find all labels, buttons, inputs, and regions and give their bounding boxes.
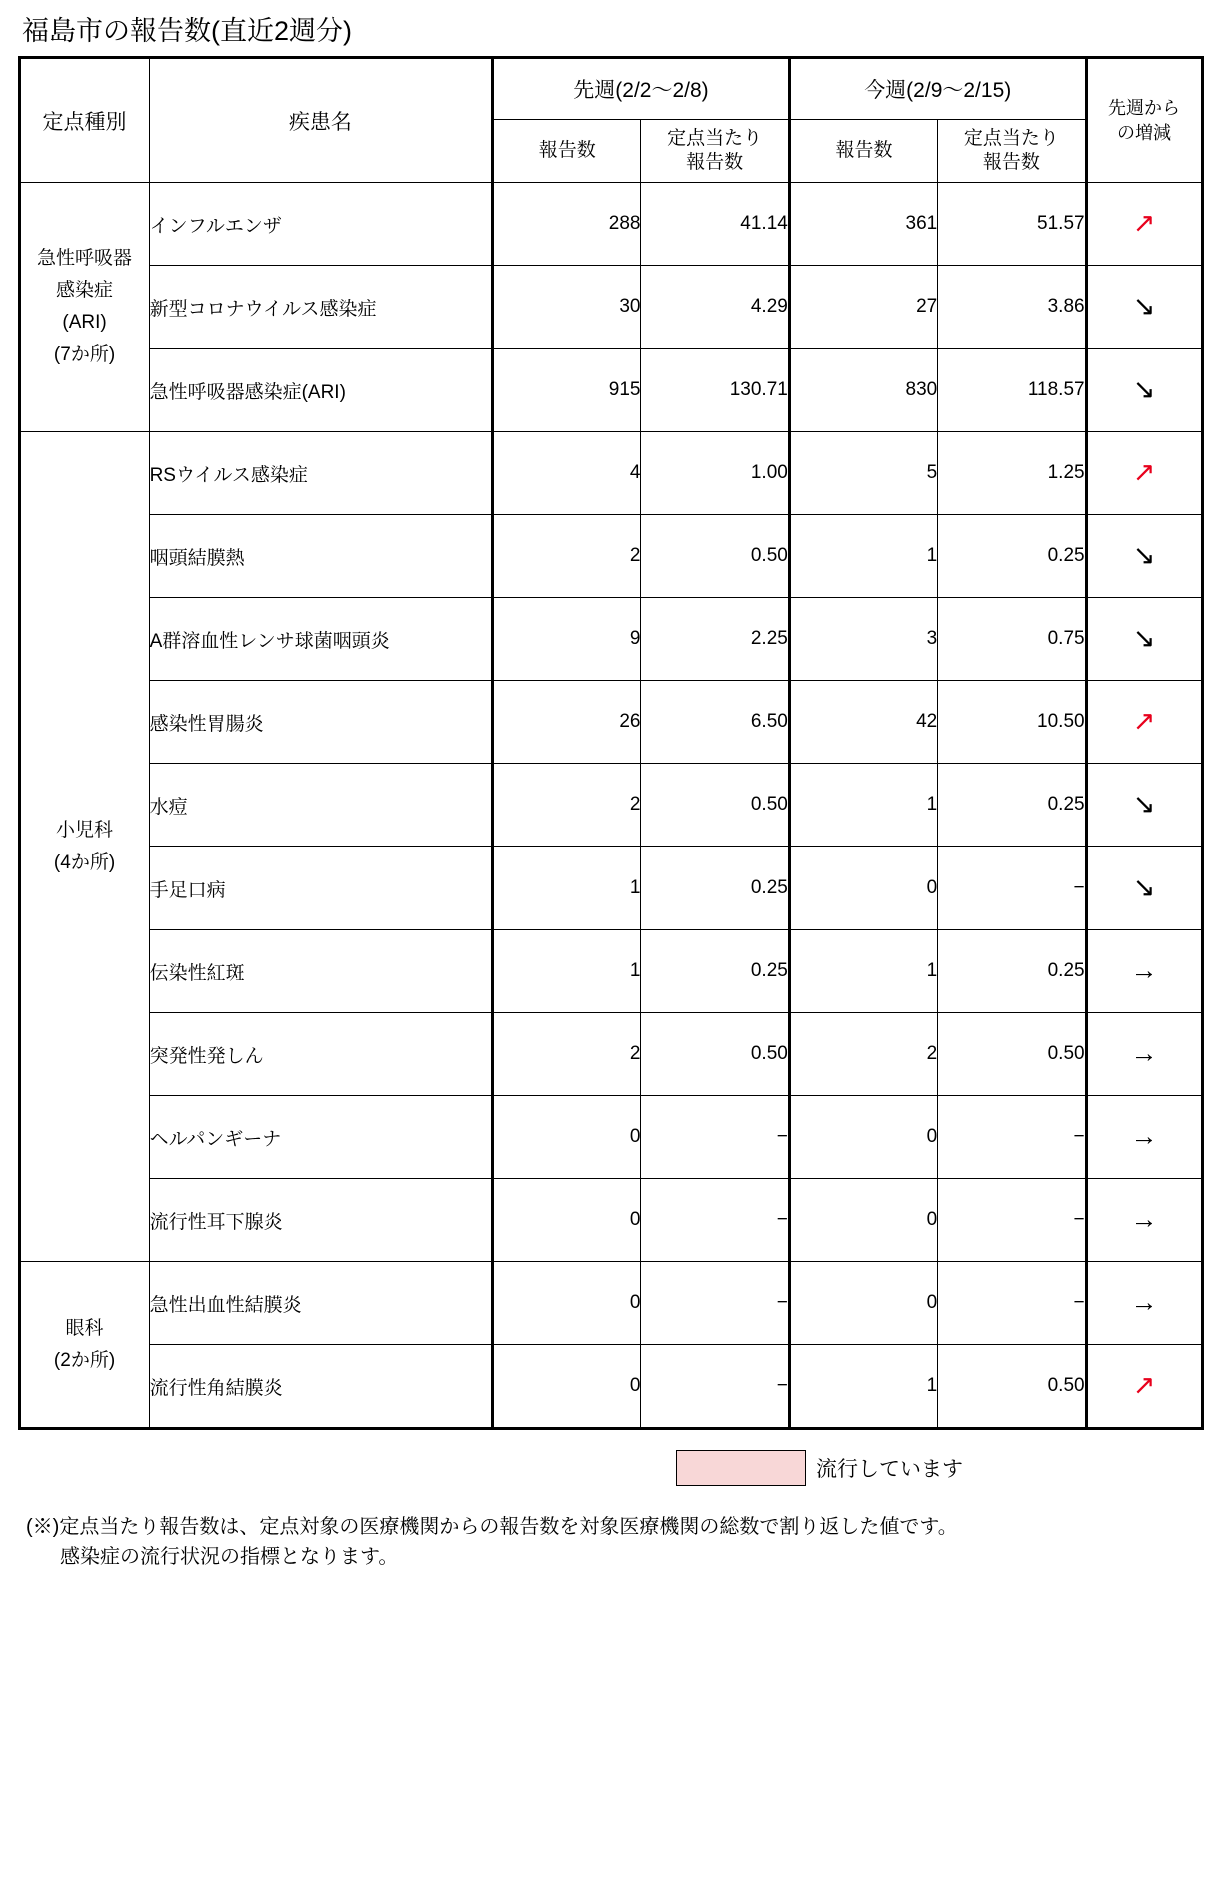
legend-swatch [676,1450,806,1486]
kind-line: 感染症 [56,280,114,301]
header-this-reports: 報告数 [789,120,937,183]
header-last-week: 先週(2/2〜2/8) [493,58,790,120]
last-week-rate: 4.29 [641,266,789,349]
disease-name-cell: 急性出血性結膜炎 [149,1262,493,1345]
trend-up-icon: ↗ [1132,706,1156,736]
last-week-rate: 130.71 [641,349,789,432]
disease-name-cell: 伝染性紅斑 [149,930,493,1013]
this-week-rate: 0.25 [938,515,1086,598]
trend-down-icon: ↘ [1132,374,1156,404]
this-week-reports: 1 [789,930,937,1013]
last-week-rate: 41.14 [641,183,789,266]
legend-label: 流行しています [816,1458,963,1481]
disease-name-cell: 手足口病 [149,847,493,930]
last-week-rate: 0.50 [641,764,789,847]
last-week-reports: 9 [493,598,641,681]
trend-cell [1086,266,1202,349]
last-week-rate: 1.00 [641,432,789,515]
kind-line: (4か所) [53,851,116,873]
header-kind: 定点種別 [19,58,149,183]
trend-flat-icon: → [1130,1204,1158,1234]
header-this-rate-line2: 報告数 [982,152,1040,173]
last-week-rate: 2.25 [641,598,789,681]
table-row [19,1262,1202,1345]
disease-name-cell: 新型コロナウイルス感染症 [149,266,493,349]
last-week-rate: − [641,1345,789,1429]
this-week-reports: 5 [789,432,937,515]
table-row [19,1179,1202,1262]
this-week-rate: 118.57 [938,349,1086,432]
this-week-rate: 10.50 [938,681,1086,764]
trend-up-icon: ↗ [1132,208,1156,238]
this-week-reports: 1 [789,515,937,598]
trend-flat-icon: → [1130,955,1158,985]
disease-name-cell: 咽頭結膜熱 [149,515,493,598]
legend [14,1450,1207,1486]
this-week-rate: 0.25 [938,764,1086,847]
row-kind-cell [19,432,149,1262]
this-week-rate: 0.50 [938,1345,1086,1429]
header-trend-line2: の増減 [1117,122,1172,143]
this-week-reports: 0 [789,1262,937,1345]
last-week-reports: 1 [493,930,641,1013]
page-title: 福島市の報告数(直近2週分) [22,16,352,46]
this-week-rate: − [938,847,1086,930]
disease-name-cell: 流行性耳下腺炎 [149,1179,493,1262]
header-trend-line1: 先週から [1108,97,1181,118]
disease-name-cell: A群溶血性レンサ球菌咽頭炎 [149,598,493,681]
trend-cell [1086,183,1202,266]
table-row [19,1096,1202,1179]
trend-cell [1086,1013,1202,1096]
header-this-week: 今週(2/9〜2/15) [789,58,1086,120]
kind-line: (ARI) [62,312,107,333]
trend-cell [1086,1096,1202,1179]
last-week-reports: 288 [493,183,641,266]
this-week-reports: 361 [789,183,937,266]
last-week-rate: − [641,1179,789,1262]
kind-line: (2か所) [53,1349,116,1371]
last-week-rate: 0.50 [641,515,789,598]
kind-line: 眼科 [65,1317,104,1339]
this-week-rate: 1.25 [938,432,1086,515]
last-week-reports: 2 [493,515,641,598]
trend-down-icon: ↘ [1132,540,1156,570]
disease-name-cell: ヘルパンギーナ [149,1096,493,1179]
last-week-reports: 1 [493,847,641,930]
table-header [19,58,1202,183]
table-body [19,183,1202,1429]
trend-cell [1086,598,1202,681]
trend-down-icon: ↘ [1132,623,1156,653]
header-this-rate-line1: 定点当たり [963,128,1059,149]
table-row [19,266,1202,349]
this-week-reports: 1 [789,1345,937,1429]
trend-cell [1086,764,1202,847]
this-week-reports: 3 [789,598,937,681]
table-row [19,764,1202,847]
trend-down-icon: ↘ [1132,872,1156,902]
last-week-rate: 0.50 [641,1013,789,1096]
row-kind-cell [19,183,149,432]
disease-name-cell: RSウイルス感染症 [149,432,493,515]
footnote [26,1512,1207,1572]
this-week-reports: 0 [789,1179,937,1262]
last-week-reports: 0 [493,1179,641,1262]
this-week-rate: − [938,1262,1086,1345]
kind-line: 急性呼吸器 [37,248,133,269]
trend-down-icon: ↘ [1132,291,1156,321]
footnote-line2: 感染症の流行状況の指標となります。 [60,1546,399,1568]
this-week-rate: − [938,1179,1086,1262]
last-week-reports: 0 [493,1262,641,1345]
last-week-rate: 0.25 [641,847,789,930]
this-week-reports: 42 [789,681,937,764]
last-week-reports: 2 [493,764,641,847]
last-week-rate: 6.50 [641,681,789,764]
trend-cell [1086,432,1202,515]
this-week-rate: 51.57 [938,183,1086,266]
trend-flat-icon: → [1130,1287,1158,1317]
trend-down-icon: ↘ [1132,789,1156,819]
last-week-rate: 0.25 [641,930,789,1013]
this-week-rate: 3.86 [938,266,1086,349]
table-row [19,598,1202,681]
trend-up-icon: ↗ [1132,457,1156,487]
header-disease: 疾患名 [149,58,493,183]
last-week-reports: 30 [493,266,641,349]
disease-name-cell: インフルエンザ [149,183,493,266]
kind-line: 小児科 [56,819,114,841]
table-row [19,515,1202,598]
last-week-rate: − [641,1262,789,1345]
trend-cell [1086,1262,1202,1345]
header-last-rate [641,120,789,183]
this-week-rate: 0.50 [938,1013,1086,1096]
this-week-rate: 0.75 [938,598,1086,681]
table-row [19,847,1202,930]
header-last-rate-line2: 報告数 [686,152,744,173]
trend-cell [1086,349,1202,432]
last-week-reports: 2 [493,1013,641,1096]
last-week-reports: 0 [493,1345,641,1429]
this-week-rate: − [938,1096,1086,1179]
this-week-rate: 0.25 [938,930,1086,1013]
trend-cell [1086,681,1202,764]
kind-line: (7か所) [53,344,116,365]
table-row [19,432,1202,515]
last-week-reports: 26 [493,681,641,764]
this-week-reports: 2 [789,1013,937,1096]
header-last-reports: 報告数 [493,120,641,183]
trend-cell [1086,847,1202,930]
trend-up-icon: ↗ [1132,1370,1156,1400]
this-week-reports: 1 [789,764,937,847]
last-week-reports: 0 [493,1096,641,1179]
disease-name-cell: 流行性角結膜炎 [149,1345,493,1429]
trend-cell [1086,930,1202,1013]
table-row [19,349,1202,432]
this-week-reports: 0 [789,847,937,930]
disease-name-cell: 突発性発しん [149,1013,493,1096]
table-row [19,681,1202,764]
this-week-reports: 27 [789,266,937,349]
table-row [19,1013,1202,1096]
table-row [19,930,1202,1013]
table-row [19,183,1202,266]
trend-cell [1086,1179,1202,1262]
last-week-reports: 4 [493,432,641,515]
this-week-reports: 0 [789,1096,937,1179]
header-this-rate [938,120,1086,183]
header-last-rate-line1: 定点当たり [667,128,763,149]
this-week-reports: 830 [789,349,937,432]
footnote-line1: (※)定点当たり報告数は、定点対象の医療機関からの報告数を対象医療機関の総数で割り返した値です。 [26,1516,958,1538]
row-kind-cell [19,1262,149,1429]
disease-name-cell: 水痘 [149,764,493,847]
report-table [18,56,1204,1430]
table-row [19,1345,1202,1429]
last-week-reports: 915 [493,349,641,432]
trend-cell [1086,1345,1202,1429]
disease-name-cell: 急性呼吸器感染症(ARI) [149,349,493,432]
trend-cell [1086,515,1202,598]
trend-flat-icon: → [1130,1038,1158,1068]
last-week-rate: − [641,1096,789,1179]
header-trend [1086,58,1202,183]
trend-flat-icon: → [1130,1121,1158,1151]
disease-name-cell: 感染性胃腸炎 [149,681,493,764]
